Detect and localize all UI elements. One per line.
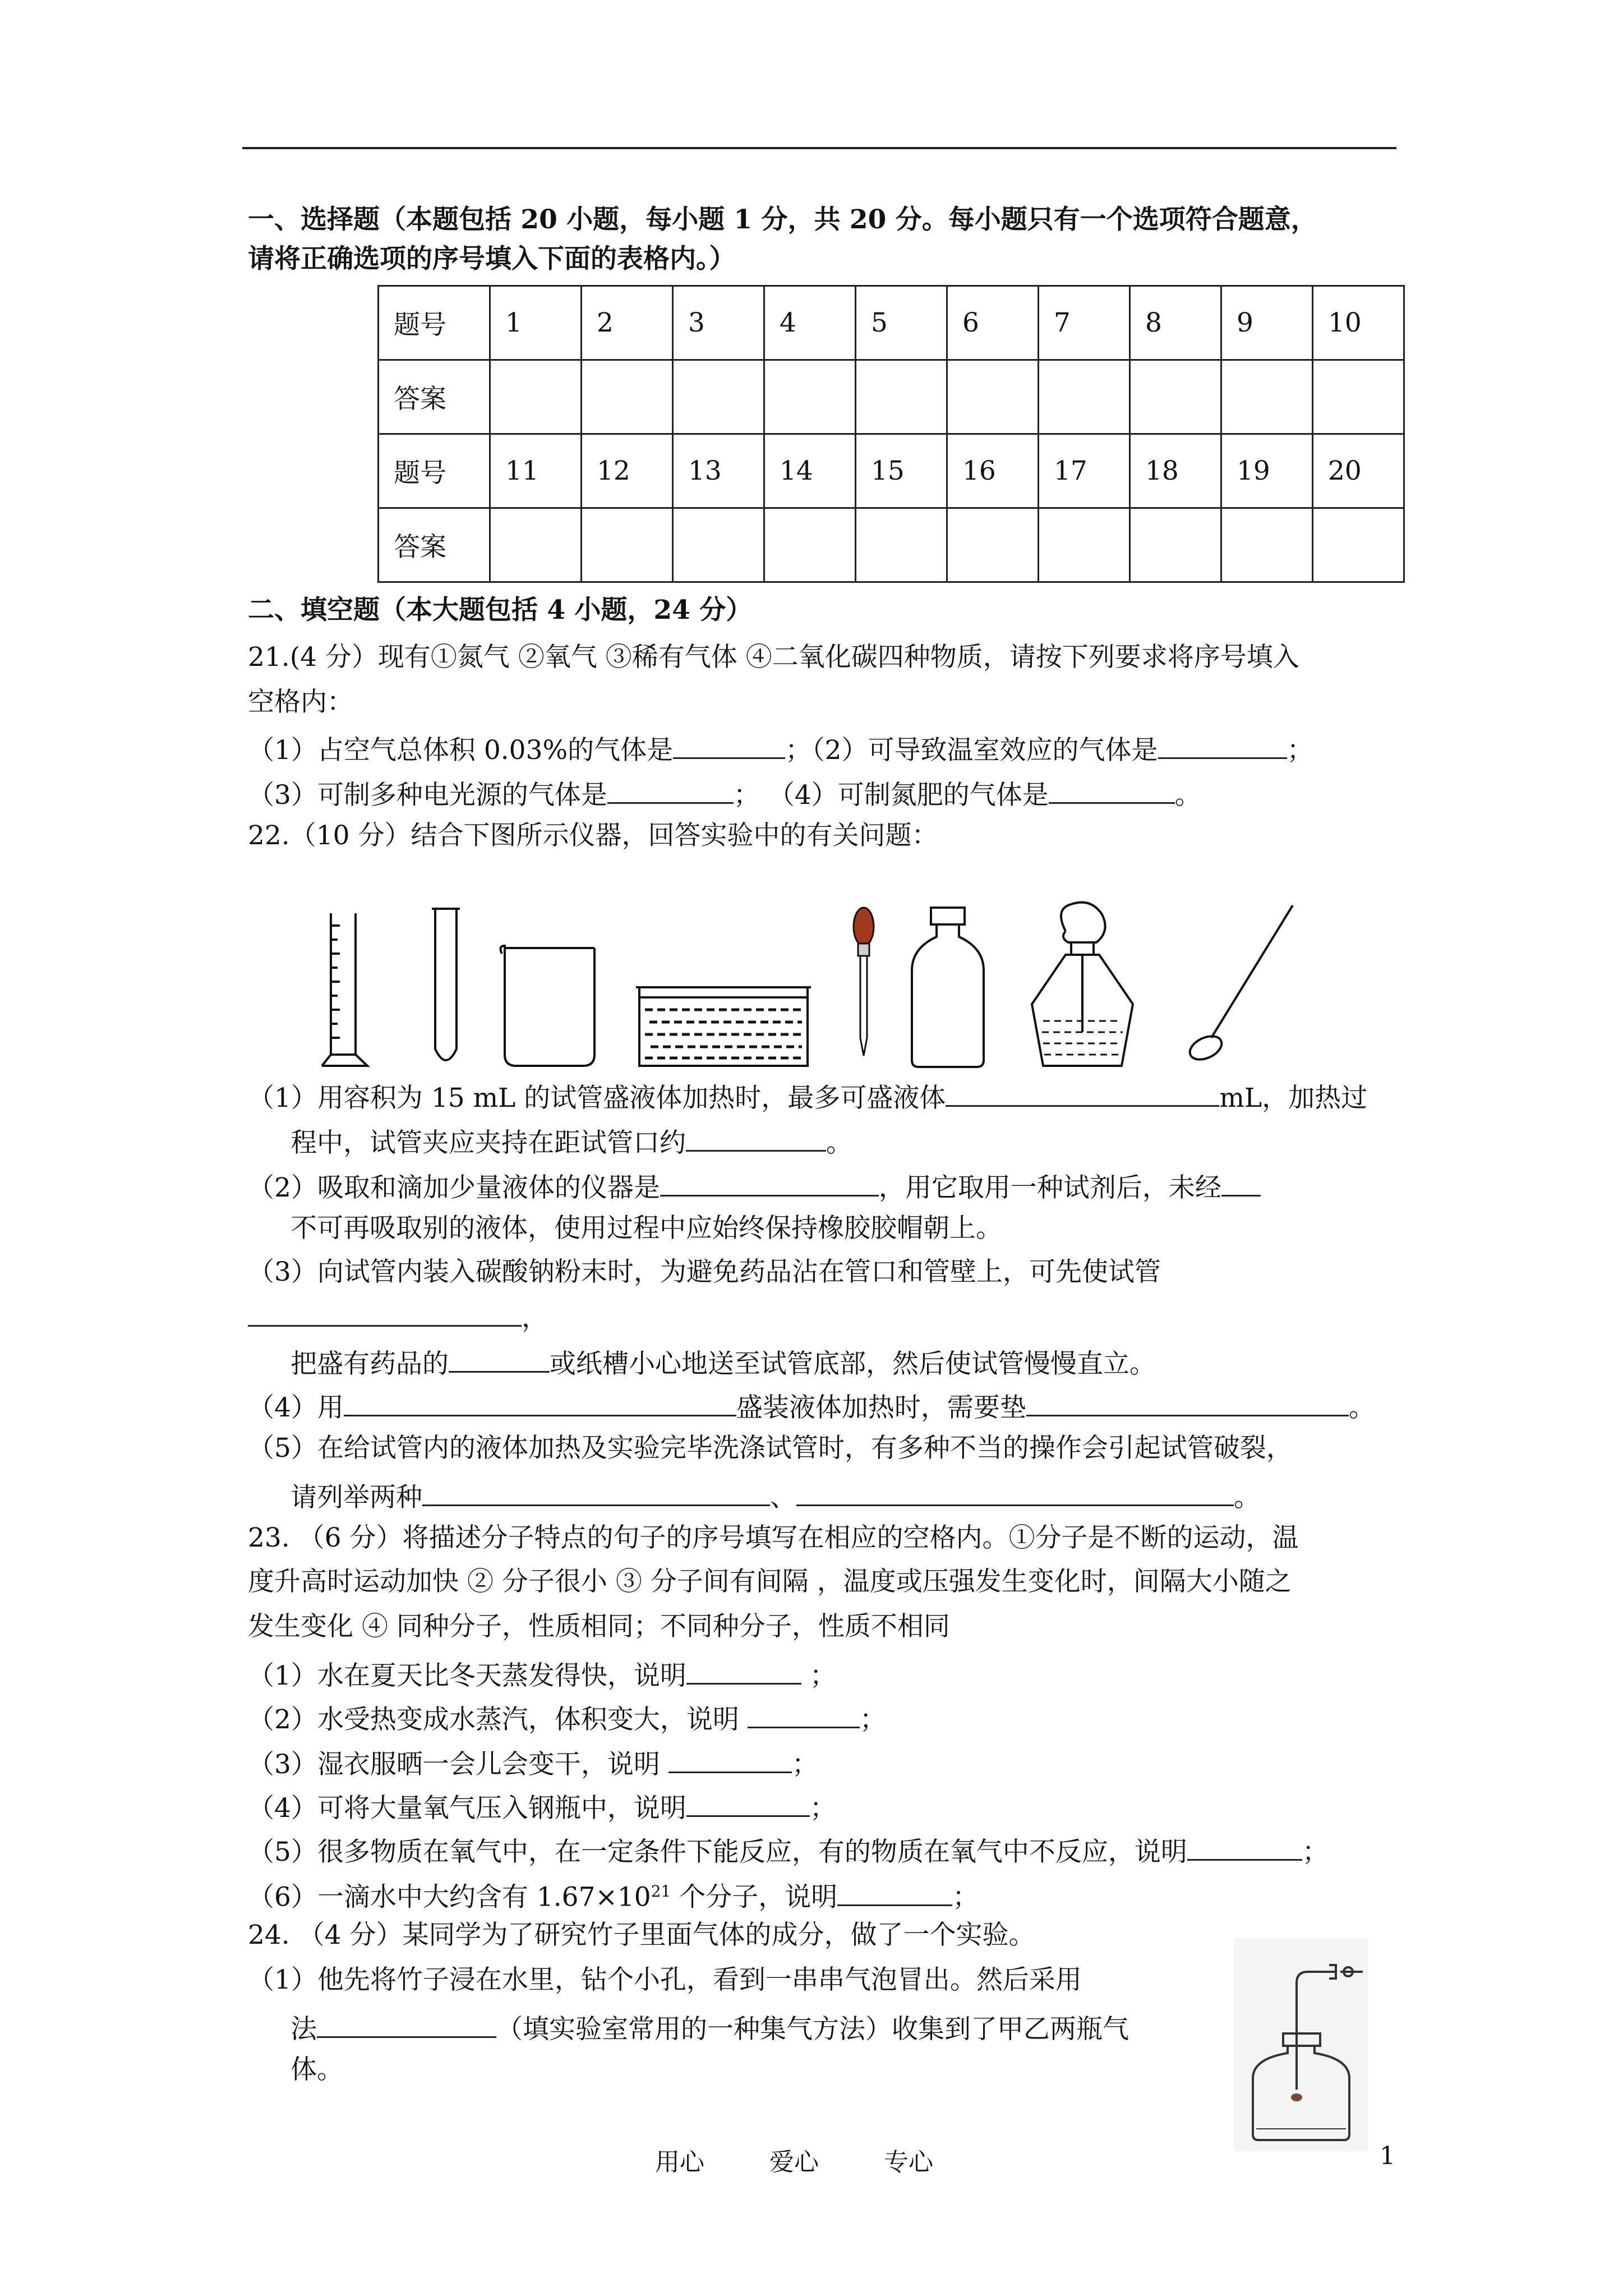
answer-cell[interactable] <box>856 508 947 582</box>
q24-stem: 24. （4 分）某同学为了研究竹子里面气体的成分，做了一个实验。 <box>248 1920 1035 1950</box>
table-cell: 9 <box>1221 286 1313 360</box>
table-row <box>379 286 1404 360</box>
section1-title-line1: 一、选择题（本题包括 20 小题，每小题 1 分，共 20 分。每小题只有一个选项符合题意， <box>248 204 1317 235</box>
answer-cell[interactable] <box>490 508 582 582</box>
row-label-answer: 答案 <box>379 508 490 582</box>
answer-blank[interactable] <box>317 2008 496 2038</box>
q22-stem: 22.（10 分）结合下图所示仪器，回答实验中的有关问题： <box>248 820 938 851</box>
reagent-bottle-icon <box>912 908 984 1067</box>
answer-blank[interactable] <box>837 1876 952 1906</box>
section1-title-line2: 请将正确选项的序号填入下面的表格内。） <box>248 243 736 274</box>
table-row <box>379 360 1404 434</box>
q22-part3-line2: ， <box>248 1297 548 1335</box>
table-cell: 2 <box>582 286 673 360</box>
answer-blank[interactable] <box>748 1699 860 1728</box>
q21-stem-line2: 空格内： <box>248 687 353 717</box>
q23-stem-line2: 度升高时运动加快 ② 分子很小 ③ 分子间有间隔 ，温度或压强发生变化时，间隔大小随之 <box>248 1566 1292 1597</box>
table-row <box>379 434 1404 508</box>
answer-blank[interactable] <box>1221 1167 1261 1197</box>
beaker-icon <box>500 946 594 1066</box>
q23-stem-line1: 23. （6 分）将描述分子特点的句子的序号填写在相应的空格内。①分子是不断的运动，温 <box>248 1522 1299 1553</box>
q23-part4: （4）可将大量氧气压入钢瓶中，说明 ； <box>248 1787 836 1825</box>
answer-cell[interactable] <box>1313 360 1404 434</box>
q24-part1-line3: 体。 <box>291 2054 343 2085</box>
answer-cell[interactable] <box>1130 360 1221 434</box>
q22-part3-line3: 把盛有药品的 或纸槽小心地送至试管底部，然后使试管慢慢直立。 <box>291 1343 1156 1381</box>
section2-title: 二、填空题（本大题包括 4 小题，24 分） <box>248 595 753 625</box>
answer-blank[interactable] <box>1187 1831 1302 1861</box>
table-cell: 18 <box>1130 434 1221 508</box>
table-cell: 11 <box>490 434 582 508</box>
page-number: 1 <box>1380 2142 1395 2170</box>
q22-part3-line1: （3）向试管内装入碳酸钠粉末时，为避免药品沾在管口和管壁上，可先使试管 <box>248 1257 1161 1287</box>
answer-blank[interactable] <box>946 1077 1219 1107</box>
answer-blank[interactable] <box>449 1343 550 1373</box>
table-cell: 12 <box>582 434 673 508</box>
apparatus-figure <box>314 892 1312 1077</box>
q23-part6: （6）一滴水中大约含有 $1.67\times 10^{21}$ 个分子，说明 ； <box>248 1875 979 1915</box>
q24-part1-line2: 法 （填实验室常用的一种集气方法）收集到了甲乙两瓶气 <box>291 2008 1129 2046</box>
water-trough-icon <box>636 987 811 1066</box>
answer-cell[interactable] <box>582 360 673 434</box>
table-row <box>379 508 1404 582</box>
answer-blank[interactable] <box>686 1655 801 1685</box>
answer-cell[interactable] <box>1039 360 1130 434</box>
q23-part3: （3）湿衣服晒一会儿会变干，说明 ； <box>248 1743 818 1782</box>
q22-part1-line2: 程中，试管夹应夹持在距试管口约 。 <box>291 1122 852 1160</box>
answer-blank[interactable] <box>1049 774 1175 804</box>
answer-cell[interactable] <box>947 360 1039 434</box>
table-cell: 19 <box>1221 434 1313 508</box>
table-cell: 16 <box>947 434 1039 508</box>
table-cell: 17 <box>1039 434 1130 508</box>
answer-blank[interactable] <box>248 1297 522 1327</box>
answer-cell[interactable] <box>947 508 1039 582</box>
q22-part2-line2: 不可再吸取别的液体，使用过程中应始终保持橡胶胶帽朝上。 <box>291 1213 1002 1244</box>
table-cell: 3 <box>673 286 764 360</box>
gas-collection-bottle-icon <box>1234 1938 1368 2151</box>
answer-blank[interactable] <box>668 1743 792 1773</box>
footer-slogan-2: 爱心 <box>769 2148 819 2177</box>
answer-blank[interactable] <box>1158 729 1287 759</box>
answer-blank[interactable] <box>673 729 785 759</box>
answer-blank[interactable] <box>422 1476 770 1506</box>
q23-part1: （1）水在夏天比冬天蒸发得快，说明 ； <box>248 1655 836 1693</box>
q24-part1-line1: （1）他先将竹子浸在水里，钻个小孔，看到一串串气泡冒出。然后采用 <box>248 1964 1082 1995</box>
row-label-number: 题号 <box>379 434 490 508</box>
alcohol-lamp-icon <box>1032 903 1133 1066</box>
answer-cell[interactable] <box>856 360 947 434</box>
answer-cell[interactable] <box>1221 508 1313 582</box>
table-cell: 5 <box>856 286 947 360</box>
table-cell: 10 <box>1313 286 1404 360</box>
q23-stem-line3: 发生变化 ④ 同种分子，性质相同；不同种分子，性质不相同 <box>248 1611 950 1642</box>
medicine-spoon-icon <box>1186 905 1293 1064</box>
footer-slogan-1: 用心 <box>655 2148 704 2177</box>
answer-cell[interactable] <box>1313 508 1404 582</box>
answer-cell[interactable] <box>1130 508 1221 582</box>
graduated-cylinder-icon <box>322 913 367 1066</box>
table-cell: 13 <box>673 434 764 508</box>
answer-blank[interactable] <box>344 1387 736 1416</box>
answer-blank[interactable] <box>607 774 734 804</box>
row-label-answer: 答案 <box>379 360 490 434</box>
q22-part4: （4）用 盛装液体加热时，需要垫 。 <box>248 1387 1375 1425</box>
table-cell: 20 <box>1313 434 1404 508</box>
q21-part3: （3）可制多种电光源的气体是 ； （4）可制氮肥的气体是 。 <box>248 774 1201 812</box>
table-cell: 14 <box>764 434 856 508</box>
answer-cell[interactable] <box>1039 508 1130 582</box>
answer-table <box>377 285 1405 583</box>
q22-part5-line1: （5）在给试管内的液体加热及实验完毕洗涤试管时，有多种不当的操作会引起试管破裂， <box>248 1433 1293 1464</box>
answer-cell[interactable] <box>764 508 856 582</box>
answer-cell[interactable] <box>582 508 673 582</box>
q21-stem-line1: 21.(4 分）现有①氮气 ②氧气 ③稀有气体 ④二氧化碳四种物质，请按下列要求将序号填入 <box>248 642 1299 673</box>
table-cell: 15 <box>856 434 947 508</box>
answer-cell[interactable] <box>1221 360 1313 434</box>
table-cell: 1 <box>490 286 582 360</box>
table-cell: 4 <box>764 286 856 360</box>
dropper-icon <box>854 908 874 1056</box>
answer-cell[interactable] <box>490 360 582 434</box>
answer-cell[interactable] <box>673 360 764 434</box>
answer-blank[interactable] <box>686 1787 810 1817</box>
answer-cell[interactable] <box>673 508 764 582</box>
row-label-number: 题号 <box>379 286 490 360</box>
table-cell: 8 <box>1130 286 1221 360</box>
test-tube-icon <box>432 909 460 1060</box>
answer-blank[interactable] <box>686 1122 826 1152</box>
footer-slogan-3: 专心 <box>884 2148 933 2177</box>
answer-blank[interactable] <box>660 1167 879 1197</box>
table-cell: 6 <box>947 286 1039 360</box>
answer-blank[interactable] <box>796 1476 1234 1506</box>
header-rule <box>242 147 1396 149</box>
answer-blank[interactable] <box>1026 1387 1349 1416</box>
q21-part1: （1）占空气总体积 0.03%的气体是 ；（2）可导致温室效应的气体是 ； <box>248 729 1313 767</box>
table-cell: 7 <box>1039 286 1130 360</box>
q22-part5-line2: 请列举两种 、 。 <box>291 1476 1260 1515</box>
q23-part5: （5）很多物质在氧气中，在一定条件下能反应，有的物质在氧气中不反应，说明 ； <box>248 1831 1329 1869</box>
q23-part2: （2）水受热变成水蒸汽，体积变大，说明 ； <box>248 1699 886 1737</box>
q22-part2-line1: （2）吸取和滴加少量液体的仪器是 ，用它取用一种试剂后，未经 <box>248 1167 1261 1205</box>
q22-part1-line1: （1）用容积为 15 mL 的试管盛液体加热时，最多可盛液体 mL，加热过 <box>248 1077 1367 1115</box>
answer-cell[interactable] <box>764 360 856 434</box>
